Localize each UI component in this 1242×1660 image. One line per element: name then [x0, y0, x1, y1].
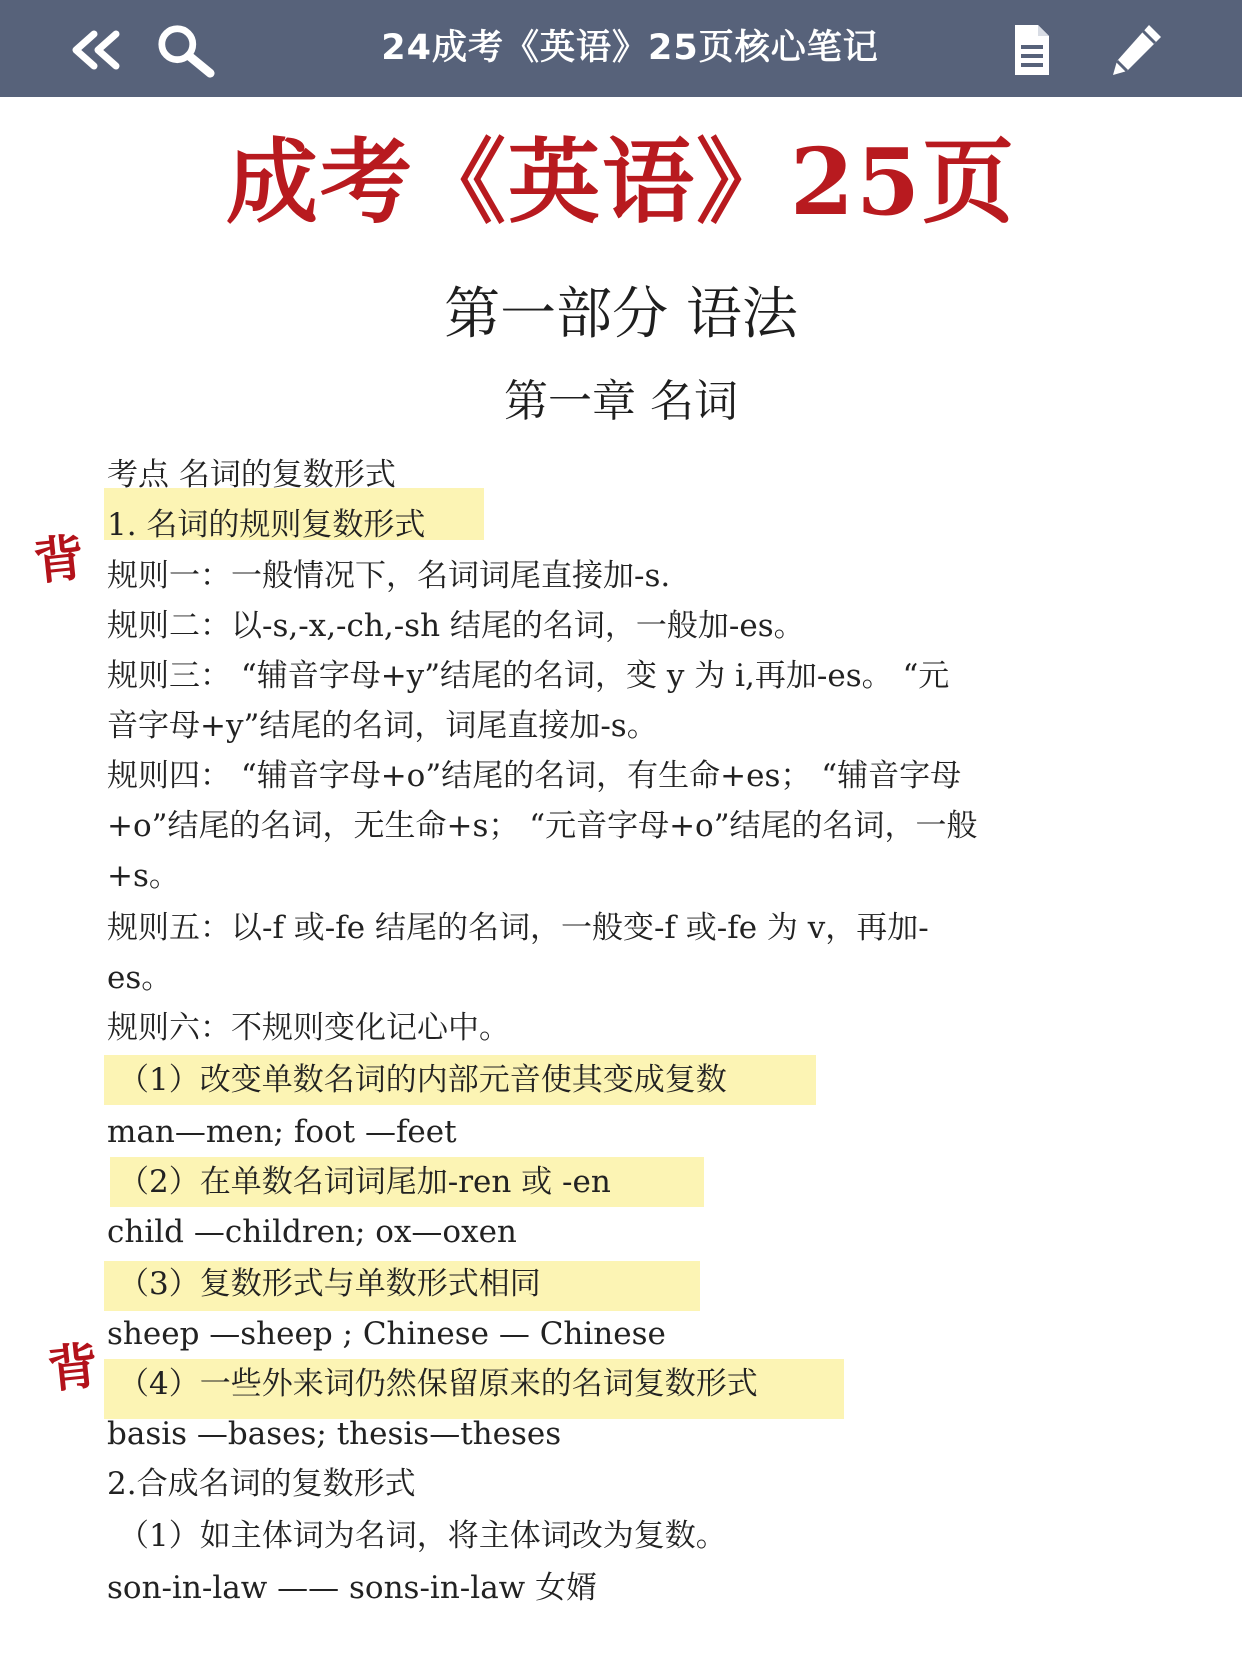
sub-rule-heading: （4）一些外来词仍然保留原来的名词复数形式 [118, 1366, 758, 1402]
section-heading: 考点 名词的复数形式 [107, 457, 396, 493]
rule-line: 规则四： “辅音字母+o”结尾的名词，有生命+es； “辅音字母 [107, 758, 962, 794]
example-line: son-in-law —— sons-in-law 女婿 [107, 1570, 598, 1606]
subsection-heading: 2.合成名词的复数形式 [107, 1466, 416, 1502]
rule-line: +s。 [107, 858, 180, 894]
pencil-icon[interactable] [1106, 20, 1166, 80]
rule-line: 规则六：不规则变化记心中。 [107, 1010, 510, 1046]
rule-line: 规则五：以-f 或-fe 结尾的名词，一般变-f 或-fe 为 v，再加- [107, 910, 929, 946]
document-main-title: 成考《英语》25页 [225, 128, 1017, 236]
document-icon[interactable] [1002, 20, 1062, 80]
rule-line: 规则一：一般情况下，名词词尾直接加-s. [107, 558, 671, 594]
sub-rule-heading: （3）复数形式与单数形式相同 [118, 1266, 541, 1302]
search-icon[interactable] [156, 20, 216, 80]
part-title: 第一部分 语法 [444, 282, 798, 347]
chapter-title: 第一章 名词 [504, 376, 738, 427]
example-line: basis —bases; thesis—theses [107, 1416, 562, 1452]
sub-rule-heading: （1）如主体词为名词，将主体词改为复数。 [118, 1518, 727, 1554]
toolbar-title: 24成考《英语》25页核心笔记 [381, 28, 879, 68]
sub-rule-heading: （1）改变单数名词的内部元音使其变成复数 [118, 1062, 727, 1098]
sub-rule-heading: （2）在单数名词词尾加-ren 或 -en [118, 1164, 611, 1200]
example-line: child —children; ox—oxen [107, 1214, 517, 1250]
example-line: man—men; foot —feet [107, 1114, 457, 1150]
double-chevron-left-icon[interactable] [66, 20, 126, 80]
app-toolbar [0, 0, 1242, 97]
rule-line: 音字母+y”结尾的名词，词尾直接加-s。 [107, 708, 658, 744]
rule-line: 规则三： “辅音字母+y”结尾的名词，变 y 为 i,再加-es。 “元 [107, 658, 950, 694]
margin-mark: 背 [31, 528, 87, 592]
rule-line: 规则二：以-s,-x,-ch,-sh 结尾的名词，一般加-es。 [107, 608, 805, 644]
margin-mark: 背 [45, 1336, 101, 1400]
example-line: sheep —sheep ; Chinese — Chinese [107, 1316, 666, 1352]
rule-line: es。 [107, 960, 173, 996]
rule-line: +o”结尾的名词，无生命+s； “元音字母+o”结尾的名词，一般 [107, 808, 978, 844]
subsection-heading: 1. 名词的规则复数形式 [107, 507, 426, 543]
